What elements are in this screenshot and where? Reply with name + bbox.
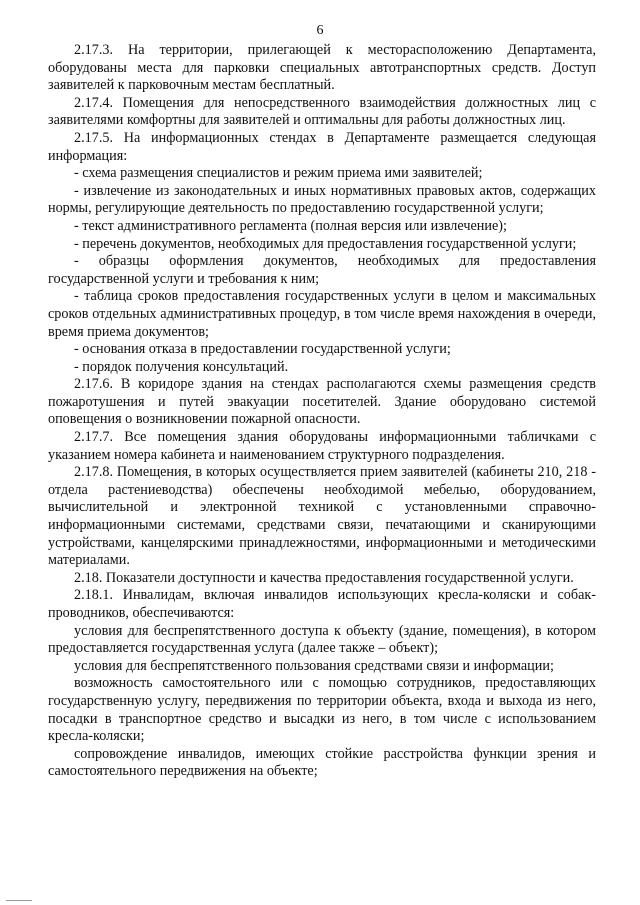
paragraph: 2.17.7. Все помещения здания оборудованы информационными табличками с указанием номера кабинета и наименованием структурного подразделения. — [48, 429, 596, 463]
list-item: - основания отказа в предоставлении государственной услуги; — [74, 341, 451, 358]
list-item: - извлечение из законодательных и иных нормативных правовых актов, содержащих нормы, регулирующие деятельность по предоставлению государственной услуги; — [48, 182, 596, 217]
paragraph: условия для беспрепятственного пользования средствами связи и информации; — [74, 657, 554, 674]
list-item: - перечень документов, необходимых для предоставления государственной услуги; — [74, 235, 577, 252]
paragraph: 2.17.3. На территории, прилегающей к месторасположению Департамента, оборудованы места для парковки специальных автотранспортных средств. Доступ заявителей к парковочным местам бесплатный. — [48, 42, 596, 94]
list-item: - образцы оформления документов, необходимых для предоставления государственной услуги и требования к ним; — [48, 253, 596, 287]
paragraph: условия для беспрепятственного доступа к объекту (здание, помещения), в котором предоставляется государственная услуга (далее также – объект); — [48, 622, 596, 657]
paragraph: сопровождение инвалидов, имеющих стойкие расстройства функции зрения и самостоятельного передвижения на объекте; — [48, 745, 596, 780]
paragraph: 2.17.8. Помещения, в которых осуществляется прием заявителей (кабинеты 210, 218 - отдела растениеводства) обеспечены необходимой мебелью, оборудованием, вычислительной и электронной техникой с установленными справочно-информационными системами, средствами связи, печатающими и сканирующими устройствами, канцелярскими принадлежностями, информационными и методическими материалами. — [48, 464, 596, 569]
paragraph: возможность самостоятельного или с помощью сотрудников, предоставляющих государственную услугу, передвижения по территории объекта, входа и выхода из него, посадки в транспортное средство и высадки из него, в том числе с использованием кресла-коляски; — [48, 675, 596, 745]
list-item: - схема размещения специалистов и режим приема ими заявителей; — [74, 165, 483, 182]
scan-mark — [6, 900, 32, 901]
paragraph: 2.17.6. В коридоре здания на стендах располагаются схемы размещения средств пожаротушения и путей эвакуации посетителей. Здание оборудовано системой оповещения о возникновении пожарной опасности. — [48, 376, 596, 428]
paragraph: 2.18.1. Инвалидам, включая инвалидов использующих кресла-коляски и собак-проводников, обеспечиваются: — [48, 587, 596, 621]
paragraph: 2.18. Показатели доступности и качества предоставления государственной услуги. — [74, 569, 574, 586]
list-item: - порядок получения консультаций. — [74, 358, 289, 375]
list-item: - текст административного регламента (полная версия или извлечение); — [74, 217, 507, 234]
document-body — [48, 42, 596, 781]
paragraph: 2.17.5. На информационных стендах в Департаменте размещается следующая информация: — [48, 129, 596, 164]
paragraph: 2.17.4. Помещения для непосредственного взаимодействия должностных лиц с заявителями комфортны для заявителей и оптимальны для работы должностных лиц. — [48, 94, 596, 129]
list-item: - таблица сроков предоставления государственных услуги в целом и максимальных сроков отдельных административных процедур, в том числе время нахождения в очереди, время приема документов; — [48, 288, 596, 340]
page-number: 6 — [316, 23, 324, 38]
